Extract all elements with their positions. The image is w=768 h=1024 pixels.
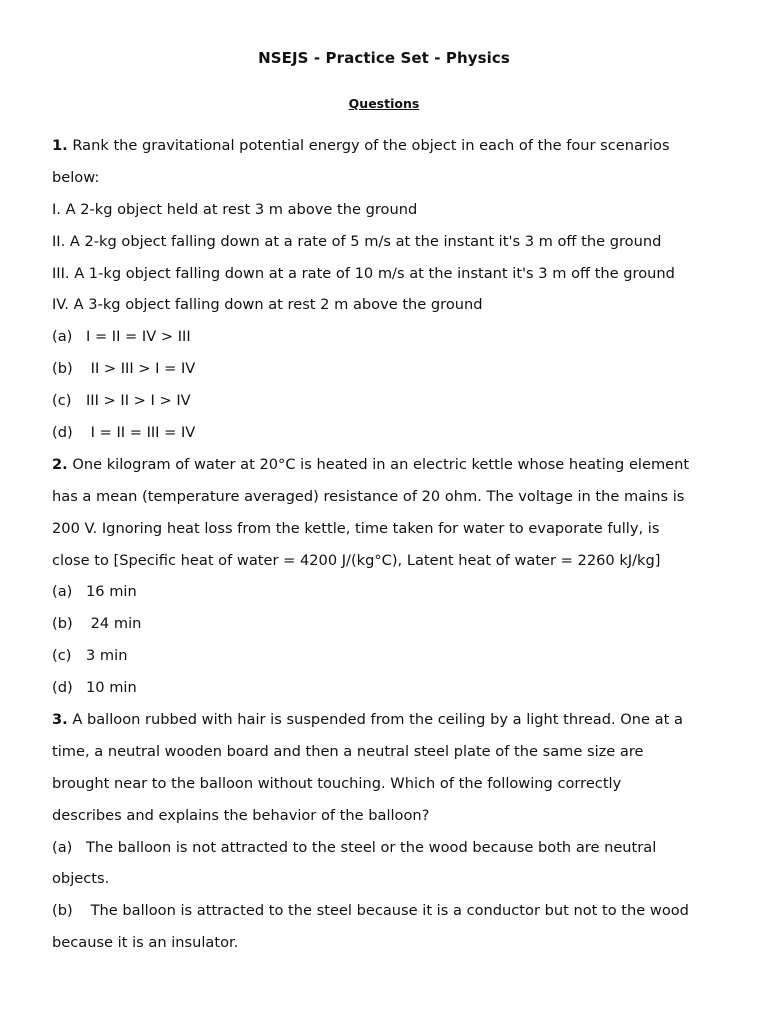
question-2-number: 2.: [52, 455, 68, 473]
option-text: III > II > I > IV: [86, 392, 191, 410]
question-1-option-a: [52, 321, 732, 353]
question-2-option-c: [52, 640, 732, 672]
question-2-option-b: [52, 608, 732, 640]
option-label: (d): [52, 679, 73, 697]
option-text: 3 min: [86, 647, 128, 665]
option-label: (a): [52, 583, 73, 601]
question-1-scenario-4: IV. A 3-kg object falling down at rest 2 m above the ground: [52, 296, 483, 314]
question-3-line-3: brought near to the balloon without touching. Which of the following correctly: [52, 774, 622, 792]
question-1-number: 1.: [52, 137, 68, 154]
section-heading: Questions: [348, 96, 420, 111]
question-2-option-d: [52, 672, 732, 704]
option-text: The balloon is attracted to the steel because it is a conductor but not to the wood: [86, 902, 689, 920]
question-3-option-b: [52, 895, 732, 927]
option-text: I = II = III = IV: [86, 424, 196, 442]
question-1-line-2: below:: [52, 168, 100, 186]
question-2-line-4: close to [Specific heat of water = 4200 J/(kg°C), Latent heat of water = 2260 kJ/kg]: [52, 551, 661, 569]
question-1-scenario-1: I. A 2-kg object held at rest 3 m above the ground: [52, 200, 418, 218]
option-label: (a): [52, 838, 73, 856]
option-label: (b): [52, 360, 73, 378]
option-text: 10 min: [86, 679, 137, 697]
option-label: (b): [52, 902, 73, 920]
question-2-line-1: [52, 449, 732, 481]
option-label: (c): [52, 647, 72, 665]
option-text: II > III > I = IV: [86, 360, 196, 378]
question-3-option-b-continuation: because it is an insulator.: [52, 934, 239, 952]
question-1-text: Rank the gravitational potential energy of the object in each of the four scenarios: [67, 137, 670, 154]
question-3-text: A balloon rubbed with hair is suspended from the ceiling by a light thread. One at a: [67, 711, 683, 729]
question-3-number: 3.: [52, 711, 68, 729]
page-title: NSEJS - Practice Set - Physics: [258, 49, 510, 67]
option-text: The balloon is not attracted to the steel or the wood because both are neutral: [86, 838, 657, 856]
option-label: (a): [52, 328, 73, 346]
question-1-option-c: [52, 385, 732, 417]
question-2-option-a: [52, 576, 732, 608]
question-1-scenario-3: III. A 1-kg object falling down at a rate of 10 m/s at the instant it's 3 m off the ground: [52, 264, 675, 282]
questions-body: [52, 130, 732, 959]
option-label: (c): [52, 392, 72, 410]
question-1-option-b: [52, 353, 732, 385]
option-label: (b): [52, 615, 73, 633]
question-1-scenario-2: II. A 2-kg object falling down at a rate of 5 m/s at the instant it's 3 m off the ground: [52, 232, 662, 250]
question-3-line-4: describes and explains the behavior of the balloon?: [52, 806, 430, 824]
question-3-option-a-continuation: objects.: [52, 870, 110, 888]
question-2-line-2: has a mean (temperature averaged) resistance of 20 ohm. The voltage in the mains is: [52, 487, 685, 505]
option-text: 24 min: [86, 615, 142, 633]
question-2-line-3: 200 V. Ignoring heat loss from the kettle, time taken for water to evaporate fully, is: [52, 519, 660, 537]
question-3-line-1: [52, 704, 732, 736]
option-text: I = II = IV > III: [86, 328, 191, 346]
question-3-line-2: time, a neutral wooden board and then a neutral steel plate of the same size are: [52, 742, 644, 760]
option-text: 16 min: [86, 583, 137, 601]
question-2-text: One kilogram of water at 20°C is heated in an electric kettle whose heating element: [67, 455, 690, 473]
question-1-option-d: [52, 417, 732, 449]
question-1-line-1: [52, 130, 732, 162]
question-3-option-a: [52, 832, 732, 864]
option-label: (d): [52, 424, 73, 442]
